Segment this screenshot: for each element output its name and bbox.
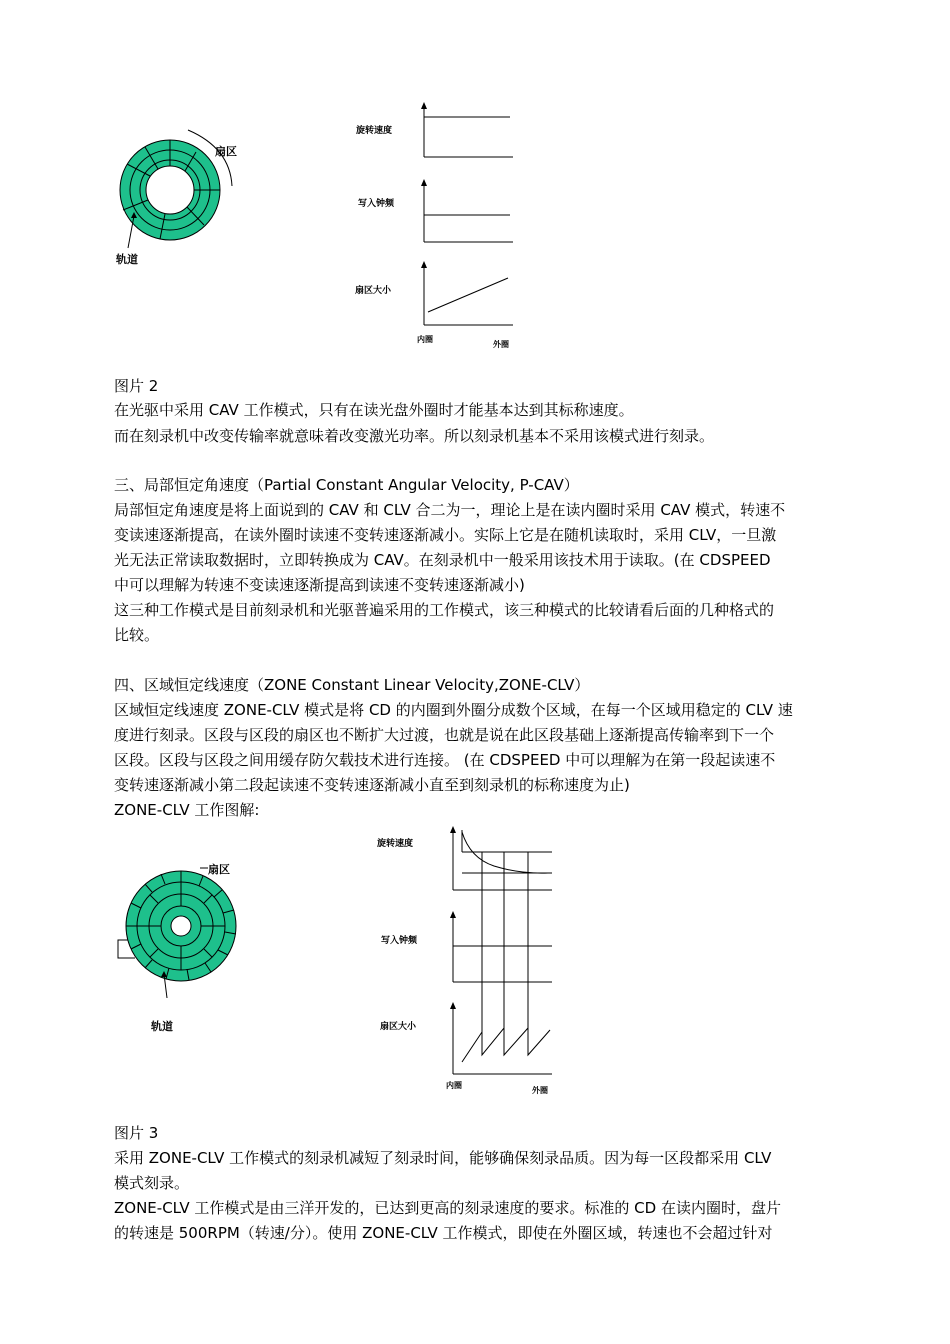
after-line: 模式刻录。 [114,1174,190,1192]
cav-line-2: 而在刻录机中改变传输率就意味着改变激光功率。所以刻录机基本不采用该模式进行刻录。 [114,427,715,445]
pcav-line: 这三种工作模式是目前刻录机和光驱普遍采用的工作模式，该三种模式的比较请看后面的几种格式的 [114,601,775,619]
figure-3-clock-label: 写入钟频 [381,936,418,946]
figure-2-clock-label: 写入钟频 [358,199,395,209]
figure-3-inner-label: 内圈 [446,1081,462,1090]
pcav-line: 光无法正常读取数据时，立即转换成为 CAV。在刻录机中一般采用该技术用于读取。(在 CDSPEED [114,551,771,569]
cav-line-1: 在光驱中采用 CAV 工作模式，只有在读光盘外圈时才能基本达到其标称速度。 [114,401,634,419]
after-line: 的转速是 500RPM（转速/分）。使用 ZONE-CLV 工作模式，即使在外圈区域，转速也不会超过针对 [114,1224,773,1242]
pcav-line: 局部恒定角速度是将上面说到的 CAV 和 CLV 合二为一，理论上是在读内圈时采用 CAV 模式，转速不 [114,501,786,519]
after-line: 采用 ZONE-CLV 工作模式的刻录机减短了刻录时间，能够确保刻录品质。因为每一区段都采用 CLV [114,1149,772,1167]
zclv-line: ZONE-CLV 工作图解: [114,801,260,819]
pcav-line: 中可以理解为转速不变读速逐渐提高到读速不变转速逐渐减小) [114,576,525,594]
zclv-line: 变转速逐渐减小第二段起读速不变转速逐渐减小直至到刻录机的标称速度为止) [114,776,630,794]
figure-2-caption: 图片 2 [114,377,159,395]
figure-3-outer-label: 外圈 [532,1086,548,1095]
zclv-heading: 四、区域恒定线速度（ZONE Constant Linear Velocity,ZONE-CLV） [114,676,590,694]
after-line: ZONE-CLV 工作模式是由三洋开发的，已达到更高的刻录速度的要求。标准的 CD 在读内圈时，盘片 [114,1199,781,1217]
figure-3-caption: 图片 3 [114,1124,159,1142]
zclv-line: 区段。区段与区段之间用缓存防欠载技术进行连接。 (在 CDSPEED 中可以理解为在第一段起读速不 [114,751,776,769]
figure-3-track-label: 轨道 [151,1020,173,1033]
figure-3-sector-label: 扇区 [208,863,230,876]
zclv-line: 度进行刻录。区段与区段的扇区也不断扩大过渡，也就是说在此区段基础上逐渐提高传输率到下一个 [114,726,775,744]
figure-2-sector-size-label: 扇区大小 [355,286,392,296]
zclv-line: 区域恒定线速度 ZONE-CLV 模式是将 CD 的内圈到外圈分成数个区域，在每一个区域用稳定的 CLV 速 [114,701,793,719]
figure-2-outer-label: 外圈 [493,340,509,349]
pcav-line: 比较。 [114,626,160,644]
pcav-heading: 三、局部恒定角速度（Partial Constant Angular Velocity, P-CAV） [114,476,579,494]
figure-2-track-label: 轨道 [116,253,138,266]
figure-2-speed-label: 旋转速度 [356,126,393,136]
pcav-line: 变读速逐渐提高，在读外圈时读速不变转速逐渐减小。实际上它是在随机读取时，采用 CLV，一旦激 [114,526,777,544]
figure-3-sector-size-label: 扇区大小 [380,1022,417,1032]
figure-2-sector-label: 扇区 [215,145,237,158]
figure-2-inner-label: 内圈 [417,335,433,344]
figure-3-speed-label: 旋转速度 [377,839,414,849]
